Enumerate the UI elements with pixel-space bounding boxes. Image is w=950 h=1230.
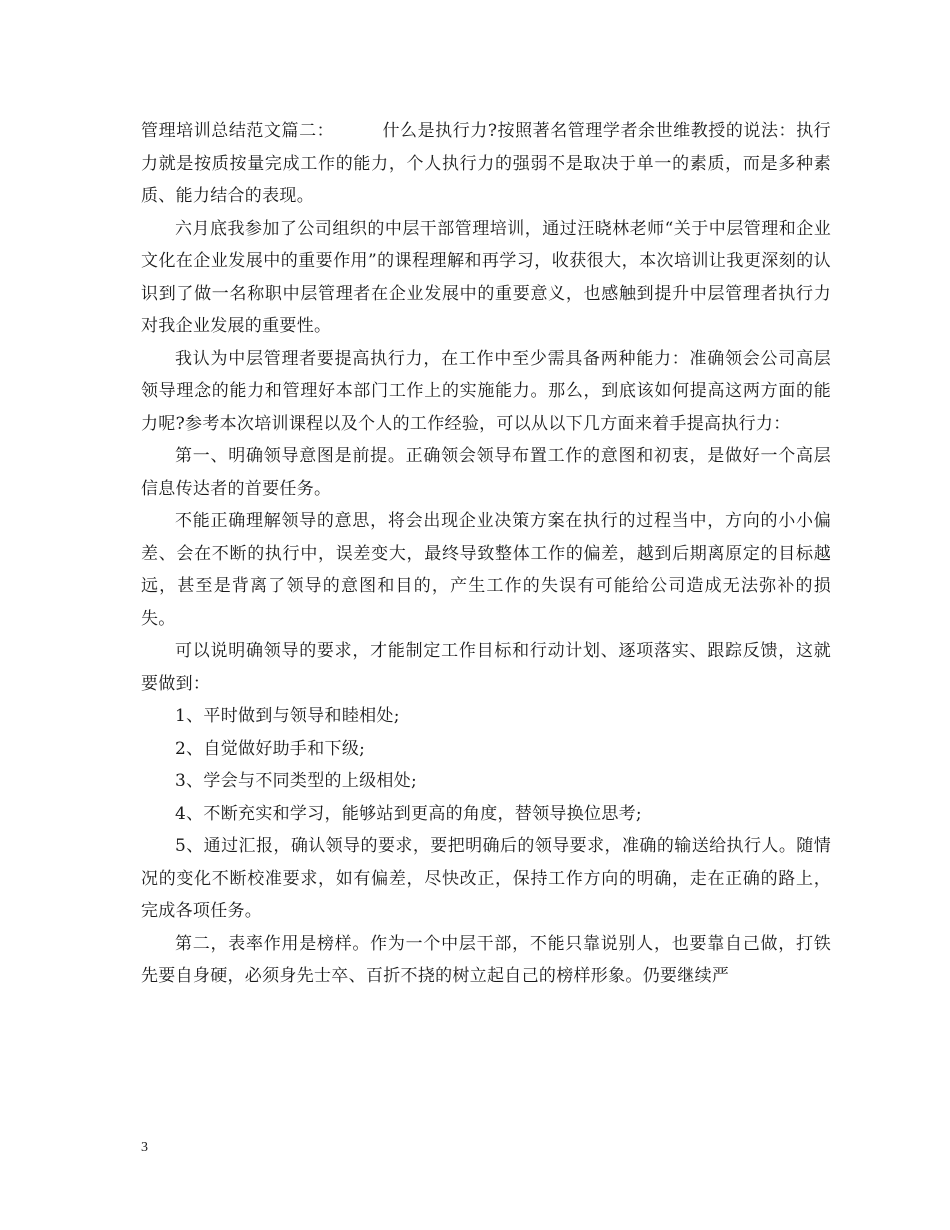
document-page — [141, 115, 831, 993]
list-item: 3、学会与不同类型的上级相处; — [175, 771, 418, 791]
list-item: 1、平时做到与领导和睦相处; — [175, 706, 400, 726]
body-paragraph: 我认为中层管理者要提高执行力，在工作中至少需具备两种能力：准确领会公司高层领导理念的能力和管理好本部门工作上的实施能力。那么，到底该如何提高这两方面的能力呢?参考本次培训课程以及个人的工作经验，可以从以下几方面来着手提高执行力： — [141, 348, 831, 434]
body-paragraph: 第二，表率作用是榜样。作为一个中层干部，不能只靠说别人，也要靠自己做，打铁先要自身硬，必须身先士卒、百折不挠的树立起自己的榜样形象。仍要继续严 — [141, 933, 831, 986]
body-paragraph: 第一、明确领导意图是前提。正确领会领导布置工作的意图和初衷，是做好一个高层信息传达者的首要任务。 — [141, 446, 831, 499]
body-paragraph: 不能正确理解领导的意思，将会出现企业决策方案在执行的过程当中，方向的小小偏差、会在不断的执行中，误差变大，最终导致整体工作的偏差，越到后期离原定的目标越远，甚至是背离了领导的意图和目的，产生工作的失误有可能给公司造成无法弥补的损失。 — [141, 511, 831, 629]
body-paragraph: 六月底我参加了公司组织的中层干部管理培训，通过汪晓林老师“关于中层管理和企业文化在企业发展中的重要作用”的课程理解和再学习，收获很大，本次培训让我更深刻的认识到了做一名称职中层管理者在企业发展中的重要意义，也感触到提升中层管理者执行力对我企业发展的重要性。 — [141, 218, 831, 336]
page-number: 3 — [141, 1140, 148, 1155]
body-paragraph: 可以说明确领导的要求，才能制定工作目标和行动计划、逐项落实、跟踪反馈，这就要做到： — [141, 641, 831, 694]
intro-text: 什么是执行力?按照著名管理学者余世维教授的说法：执行力就是按质按量完成工作的能力，个人执行力的强弱不是取决于单一的素质，而是多种素质、能力结合的表现。 — [141, 121, 831, 206]
list-item: 5、通过汇报，确认领导的要求，要把明确后的领导要求，准确的输送给执行人。随情况的变化不断校准要求，如有偏差，尽快改正，保持工作方向的明确，走在正确的路上，完成各项任务。 — [141, 836, 831, 921]
list-item: 4、不断充实和学习，能够站到更高的角度，替领导换位思考; — [175, 803, 642, 824]
section-heading: 管理培训总结范文篇二： — [141, 121, 335, 141]
intro-paragraph — [141, 115, 831, 213]
list-item: 2、自觉做好助手和下级; — [175, 738, 366, 759]
